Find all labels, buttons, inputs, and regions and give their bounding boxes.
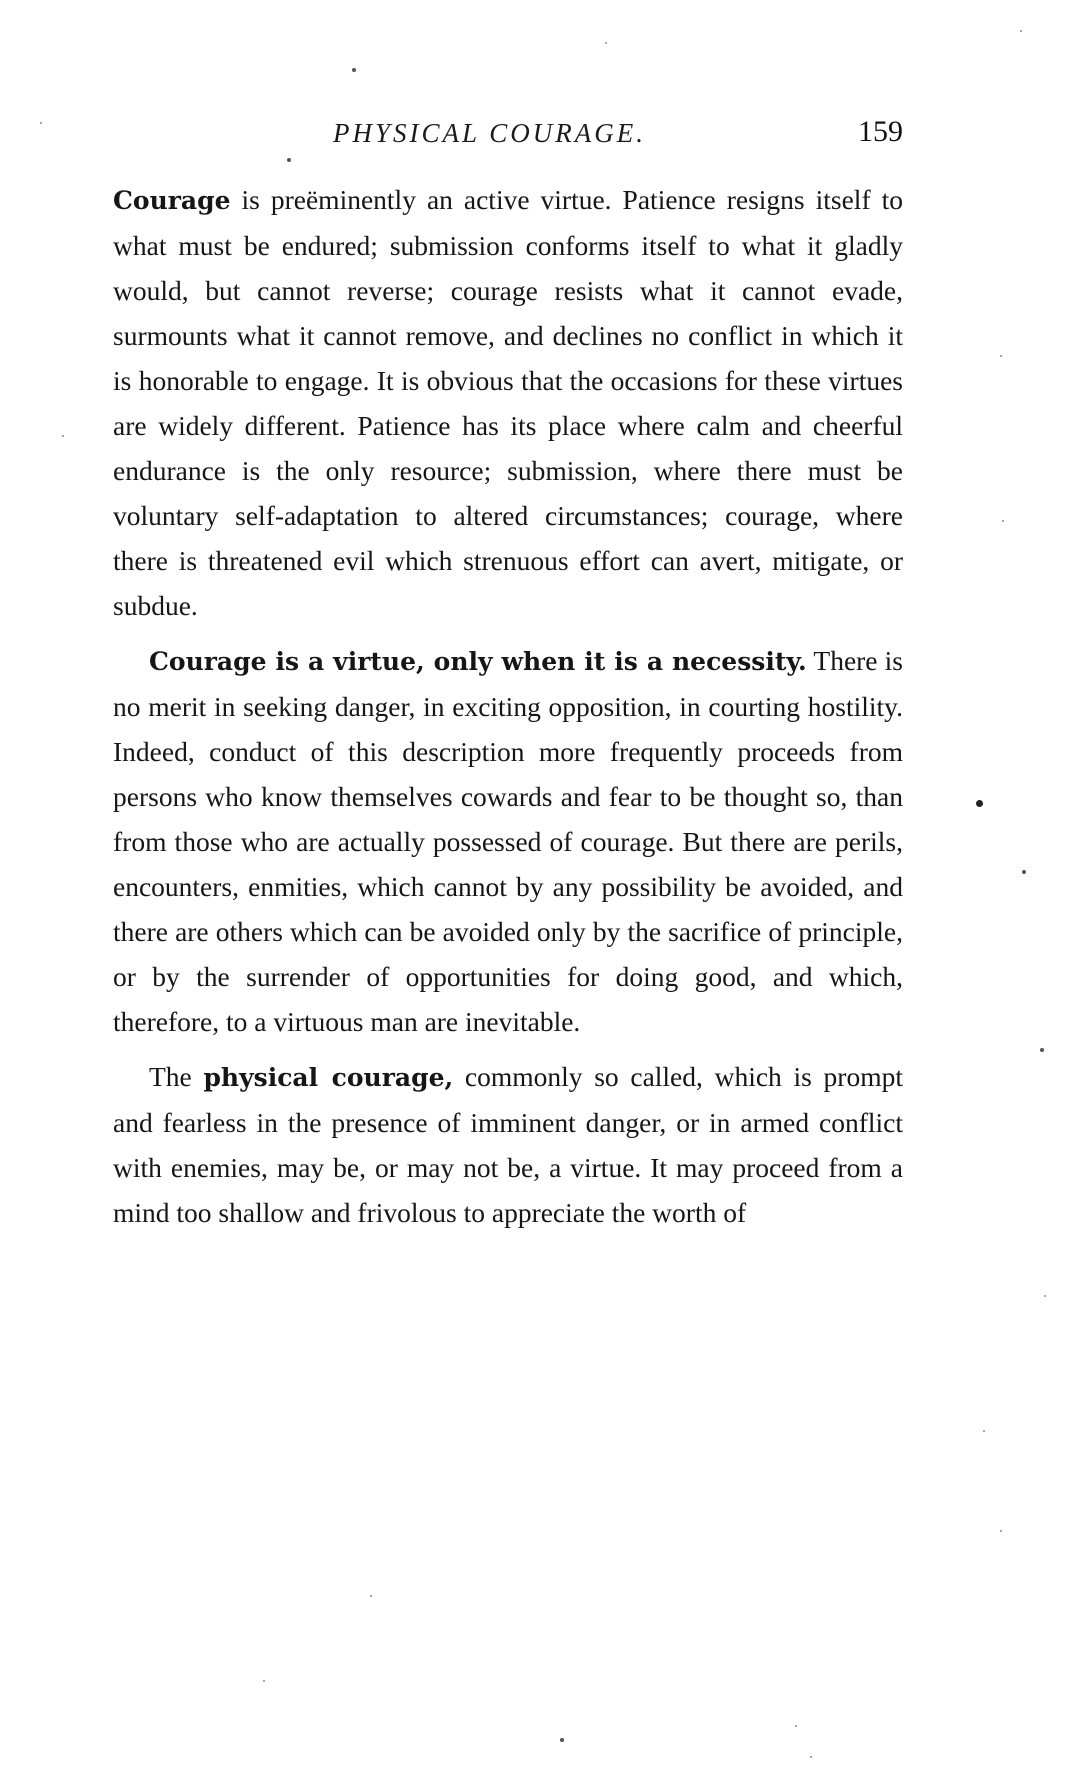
scan-speck bbox=[810, 1756, 812, 1758]
paragraph-1-lead: Courage bbox=[113, 186, 231, 215]
paragraph-2 bbox=[113, 638, 903, 1044]
body-text bbox=[113, 177, 903, 1245]
running-head bbox=[113, 115, 903, 158]
paragraph-3-pre: The bbox=[149, 1061, 204, 1092]
scan-speck bbox=[983, 1430, 985, 1432]
scan-speck bbox=[976, 800, 983, 807]
paragraph-3-lead: physical courage, bbox=[203, 1063, 454, 1092]
scan-speck bbox=[560, 1738, 564, 1742]
paragraph-3 bbox=[113, 1054, 903, 1235]
paragraph-3-text: commonly so called, which is prompt and fearless in the presence of imminent danger, or in armed conflict with enemies, may be, or may not be, a virtue. It may proceed from a mind too shallow and frivolous to appreciate the worth of bbox=[113, 1061, 903, 1228]
scan-speck bbox=[795, 1725, 797, 1727]
scan-speck bbox=[62, 435, 64, 437]
scan-speck bbox=[1044, 1295, 1046, 1297]
paragraph-1-text: is preëminently an active virtue. Patience resigns itself to what must be endured; submission conforms itself to what it gladly would, but cannot reverse; courage resists what it cannot evade, surmounts what it cannot remove, and declines no conflict in which it is honorable to engage. It is obvious that the occasions for these virtues are widely different. Patience has its place where calm and cheerful endurance is the only resource; submission, where there must be voluntary self-adaptation to altered circumstances; courage, where there is threatened evil which strenuous effort can avert, mitigate, or subdue. bbox=[113, 184, 903, 621]
scan-speck bbox=[1002, 520, 1004, 522]
scan-speck bbox=[1022, 870, 1026, 874]
scan-speck bbox=[1000, 355, 1002, 357]
scan-speck bbox=[370, 1595, 372, 1597]
paragraph-2-text: There is no merit in seeking danger, in exciting opposition, in courting hostility. Indeed, conduct of this description more frequently proceeds from persons who know themselves cowards and fear to be thought so, than from those who are actually possessed of courage. But there are perils, encounters, enmities, which cannot by any possibility be avoided, and there are others which can be avoided only by the sacrifice of principle, or by the surrender of opportunities for doing good, and which, therefore, to a virtuous man are inevitable. bbox=[113, 645, 903, 1037]
running-title: PHYSICAL COURAGE. bbox=[333, 118, 647, 148]
paragraph-1 bbox=[113, 177, 903, 628]
scan-speck bbox=[287, 158, 291, 162]
scan-speck bbox=[605, 42, 607, 44]
scan-speck bbox=[1040, 1048, 1044, 1052]
paragraph-2-lead: Courage is a virtue, only when it is a necessity. bbox=[149, 647, 807, 676]
scan-speck bbox=[1000, 1530, 1002, 1532]
scan-speck bbox=[263, 1680, 265, 1682]
scan-speck bbox=[1020, 30, 1022, 32]
scan-speck bbox=[352, 68, 356, 72]
scan-speck bbox=[40, 122, 42, 124]
page-number: 159 bbox=[858, 115, 903, 148]
